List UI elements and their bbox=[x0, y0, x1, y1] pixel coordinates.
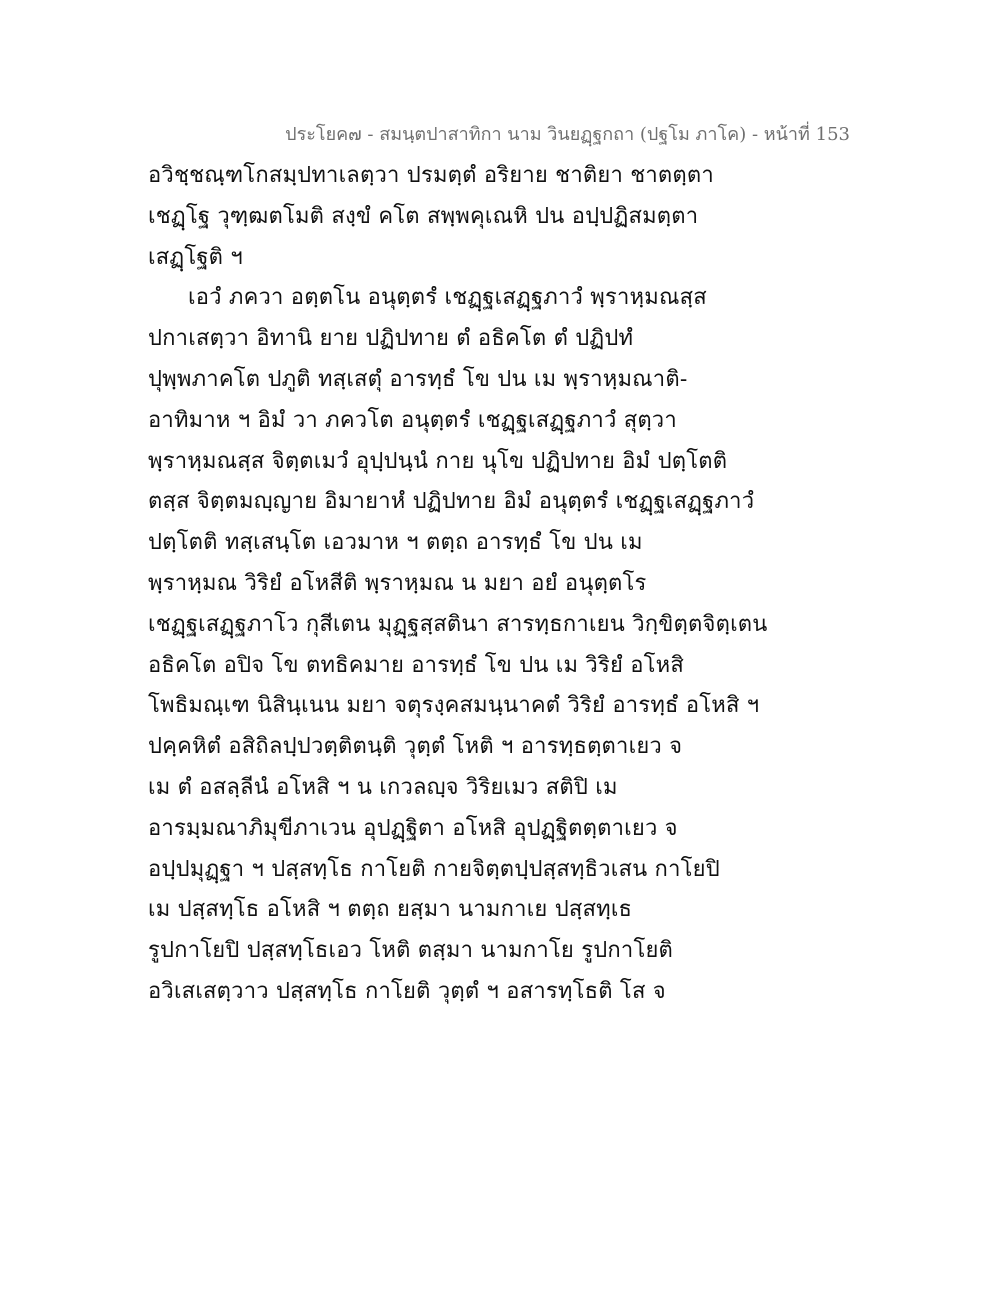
text-line: อธิคโต อปิจ โข ตทธิคมาย อารทฺธํ โข ปน เม วิริยํ อโหสิ bbox=[148, 652, 685, 678]
body-text bbox=[148, 156, 768, 1013]
text-line: อวิชฺชณฺฑโกสมฺปทาเลตฺวา ปรมตฺตํ อริยาย ชาติยา ชาตตฺตา bbox=[148, 163, 714, 188]
text-line: พฺราหฺมณสฺส จิตฺตเมวํ อุปฺปนฺนํ กาย นุโข ปฏิปทาย อิมํ ปตฺโตติ bbox=[148, 448, 728, 474]
paragraph-first-line: เอวํ ภควา อตฺตโน อนุตฺตรํ เชฏฺฐเสฏฺฐภาวํ พฺราหฺมณสฺส bbox=[188, 285, 707, 311]
text-line: ปคฺคหิตํ อสิถิลปฺปวตฺติตนฺติ วุตฺตํ โหติ ฯ อารทฺธตฺตาเยว จ bbox=[148, 734, 683, 760]
text-line: ปกาเสตฺวา อิทานิ ยาย ปฏิปทาย ตํ อธิคโต ตํ ปฏิปทํ bbox=[148, 326, 634, 352]
text-line: เม ตํ อสลฺลีนํ อโหสิ ฯ น เกวลญฺจ วิริยเมว สติปิ เม bbox=[148, 774, 618, 800]
text-line: เชฏฺฐเสฏฺฐภาโว กุสีเตน มุฏฺฐสฺสตินา สารทฺธกาเยน วิกฺขิตฺตจิตฺเตน bbox=[148, 611, 768, 637]
text-line: พฺราหฺมณ วิริยํ อโหสีติ พฺราหฺมณ น มยา อยํ อนุตฺตโร bbox=[148, 570, 647, 596]
text-line: เม ปสฺสทฺโธ อโหสิ ฯ ตตฺถ ยสฺมา นามกาเย ปสฺสทฺเธ bbox=[148, 897, 633, 923]
text-line: อปฺปมุฏฺฐา ฯ ปสฺสทฺโธ กาโยติ กายจิตฺตปฺปสฺสทฺธิวเสน กาโยปิ bbox=[148, 856, 720, 882]
text-line: ปุพฺพภาคโต ปภูติ ทสฺเสตุํ อารทฺธํ โข ปน เม พฺราหฺมณาติ- bbox=[148, 366, 688, 392]
text-line: เชฏฺโฐ วุฑฺฒตโมติ สงฺขํ คโต สพฺพคุเณหิ ปน อปฺปฏิสมตฺตา bbox=[148, 203, 699, 229]
text-line: อารมฺมณาภิมุขีภาเวน อุปฏฺฐิตา อโหสิ อุปฏฺฐิตตฺตาเยว จ bbox=[148, 815, 678, 841]
text-line: โพธิมณฺเฑ นิสินฺเนน มยา จตุรงฺคสมนฺนาคตํ วิริยํ อารทฺธํ อโหสิ ฯ bbox=[148, 693, 760, 719]
text-line: เสฏฺโฐติ ฯ bbox=[148, 244, 243, 270]
text-line: อาทิมาห ฯ อิมํ วา ภควโต อนุตฺตรํ เชฏฺฐเสฏฺฐภาวํ สุตฺวา bbox=[148, 407, 677, 433]
text-line: ตสฺส จิตฺตมญฺญาย อิมายาหํ ปฏิปทาย อิมํ อนุตฺตรํ เชฏฺฐเสฏฺฐภาวํ bbox=[148, 489, 755, 515]
text-line: อวิเสเสตฺวาว ปสฺสทฺโธ กาโยติ วุตฺตํ ฯ อสารทฺโธติ โส จ bbox=[148, 978, 666, 1004]
running-header: ประโยค๗ - สมนฺตปาสาทิกา นาม วินยฏฺฐกถา (ปฐโม ภาโค) - หน้าที่ 153 bbox=[285, 124, 850, 145]
text-line: ปตฺโตติ ทสฺเสนฺโต เอวมาห ฯ ตตฺถ อารทฺธํ โข ปน เม bbox=[148, 530, 643, 556]
text-line: รูปกาโยปิ ปสฺสทฺโธเอว โหติ ตสฺมา นามกาโย รูปกาโยติ bbox=[148, 938, 674, 964]
